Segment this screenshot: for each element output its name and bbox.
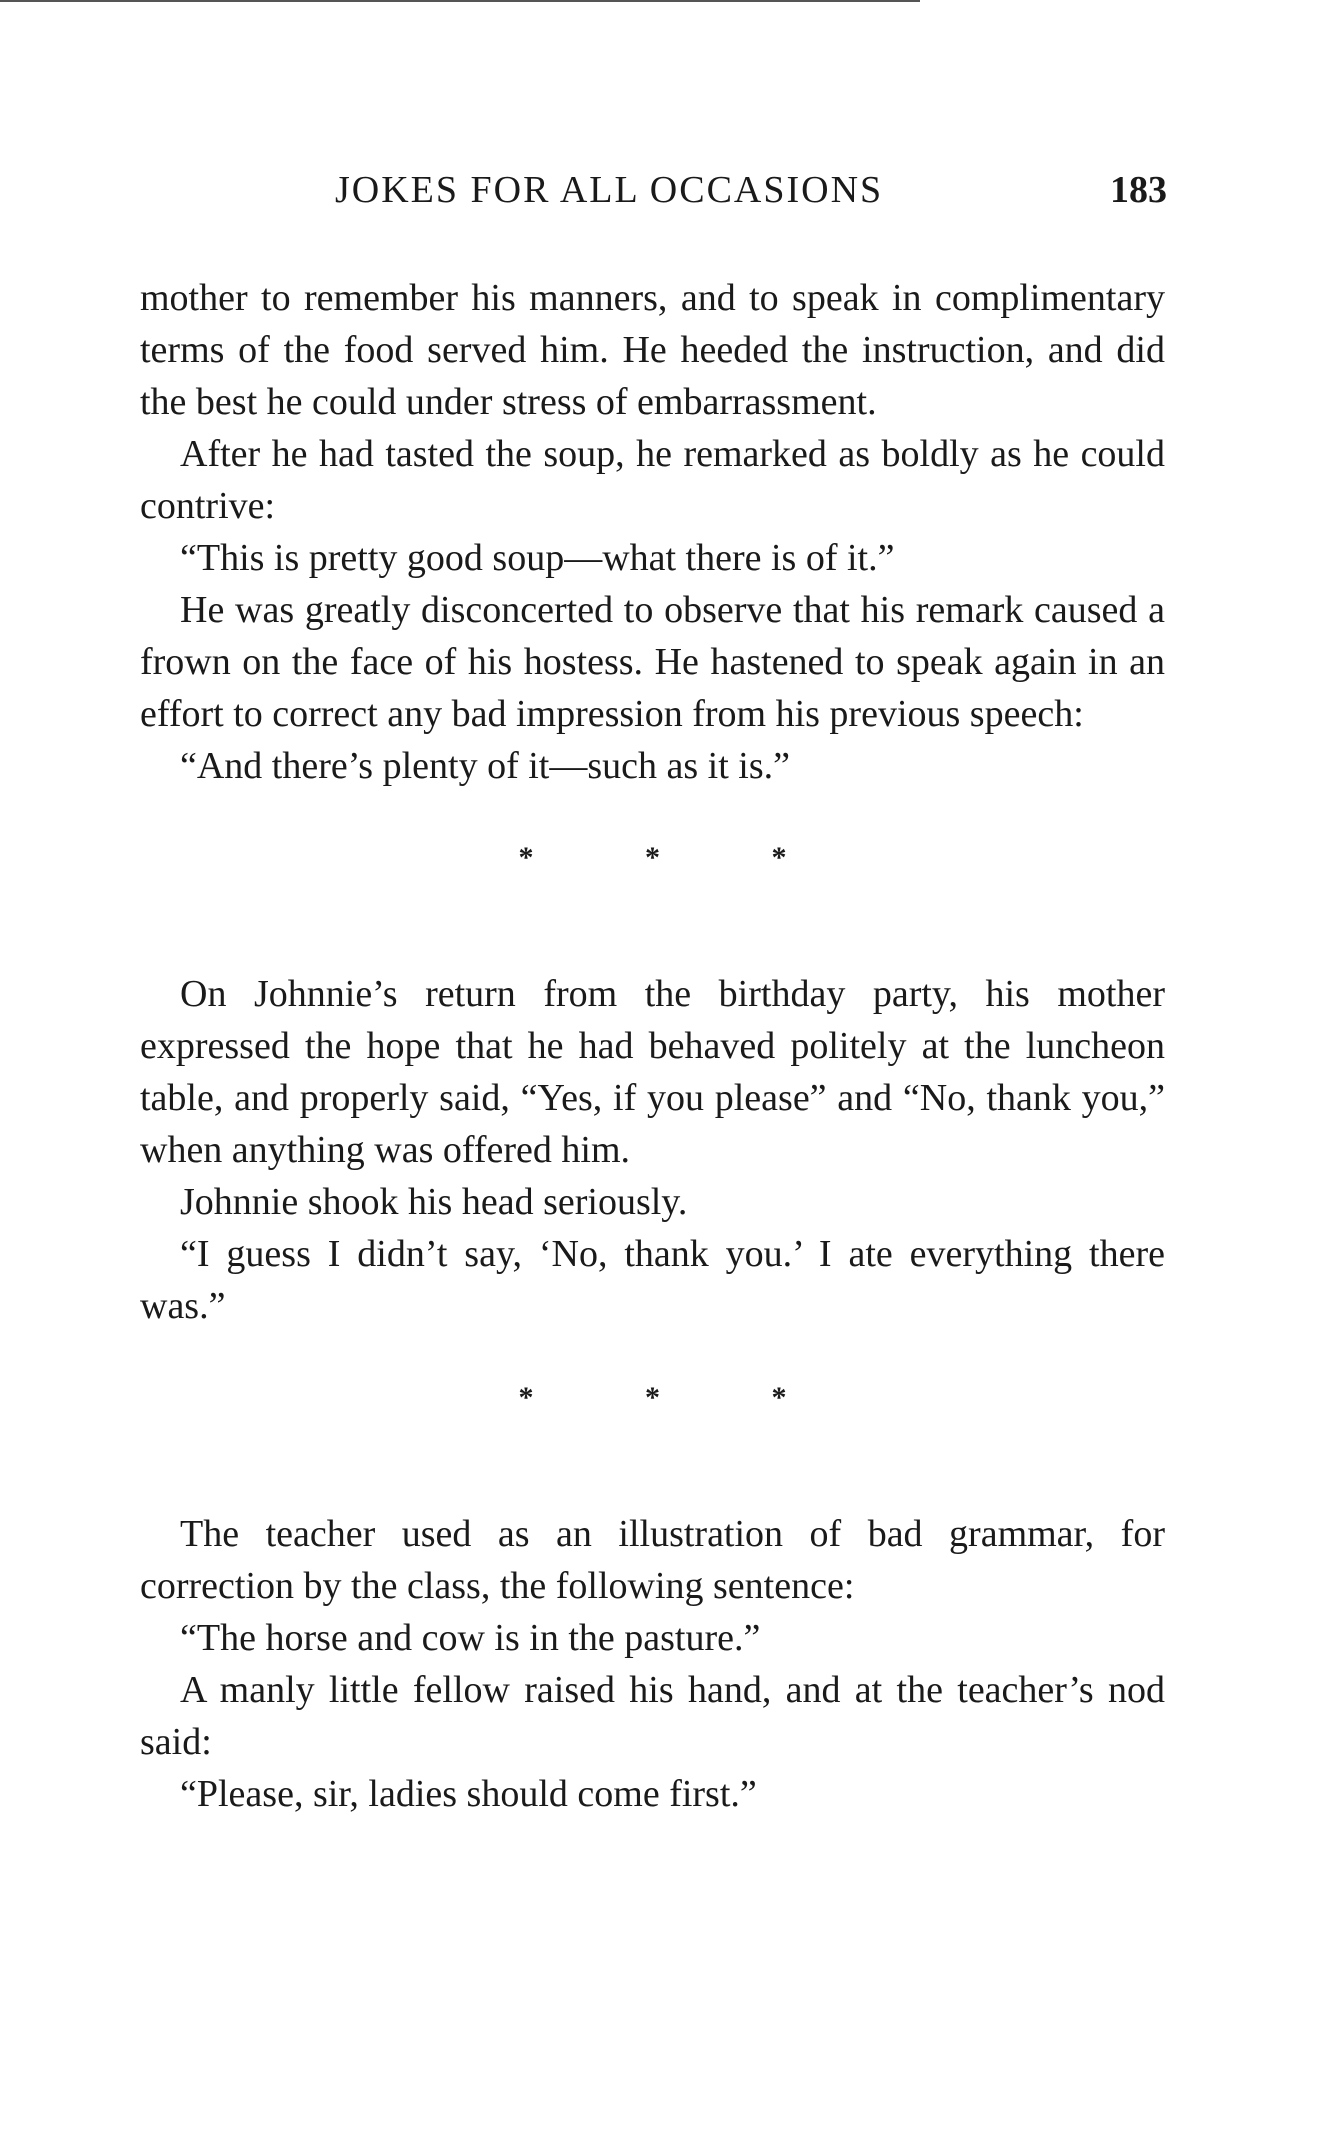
paragraph: He was greatly disconcerted to observe that his remark caused a frown on the face of his hostess. He hastened to speak again in an effort to correct any bad impression from his previous speech: — [140, 589, 1165, 735]
paragraph-quote: “Please, sir, ladies should come first.” — [180, 1773, 757, 1815]
paragraph: After he had tasted the soup, he remarked as boldly as he could contrive: — [140, 433, 1165, 527]
top-edge-rule — [0, 0, 920, 2]
paragraph-quote: “And there’s plenty of it—such as it is.” — [180, 745, 790, 787]
paragraph-continuation: mother to remember his manners, and to speak in complimentary terms of the food served him. He heeded the instruction, and did the best he could under stress of embarrassment. — [140, 277, 1165, 423]
paragraph: The teacher used as an illustration of bad grammar, for correction by the class, the following sentence: — [140, 1513, 1165, 1607]
section-separator: * * * — [518, 1381, 839, 1414]
page-number: 183 — [1110, 169, 1167, 211]
paragraph-quote: “This is pretty good soup—what there is of it.” — [180, 537, 895, 579]
paragraph: On Johnnie’s return from the birthday party, his mother expressed the hope that he had behaved politely at the luncheon table, and properly said, “Yes, if you please” and “No, thank you,” when anything was offered him. — [140, 973, 1165, 1171]
paragraph-quote: “The horse and cow is in the pasture.” — [180, 1617, 761, 1659]
paragraph: A manly little fellow raised his hand, and at the teacher’s nod said: — [140, 1669, 1165, 1763]
page-header — [0, 168, 1331, 211]
running-title: JOKES FOR ALL OCCASIONS — [335, 169, 884, 211]
page-body — [140, 272, 1165, 1820]
paragraph: Johnnie shook his head seriously. — [180, 1181, 688, 1223]
section-separator: * * * — [518, 841, 839, 874]
paragraph-quote: “I guess I didn’t say, ‘No, thank you.’ I ate everything there was.” — [140, 1233, 1165, 1327]
